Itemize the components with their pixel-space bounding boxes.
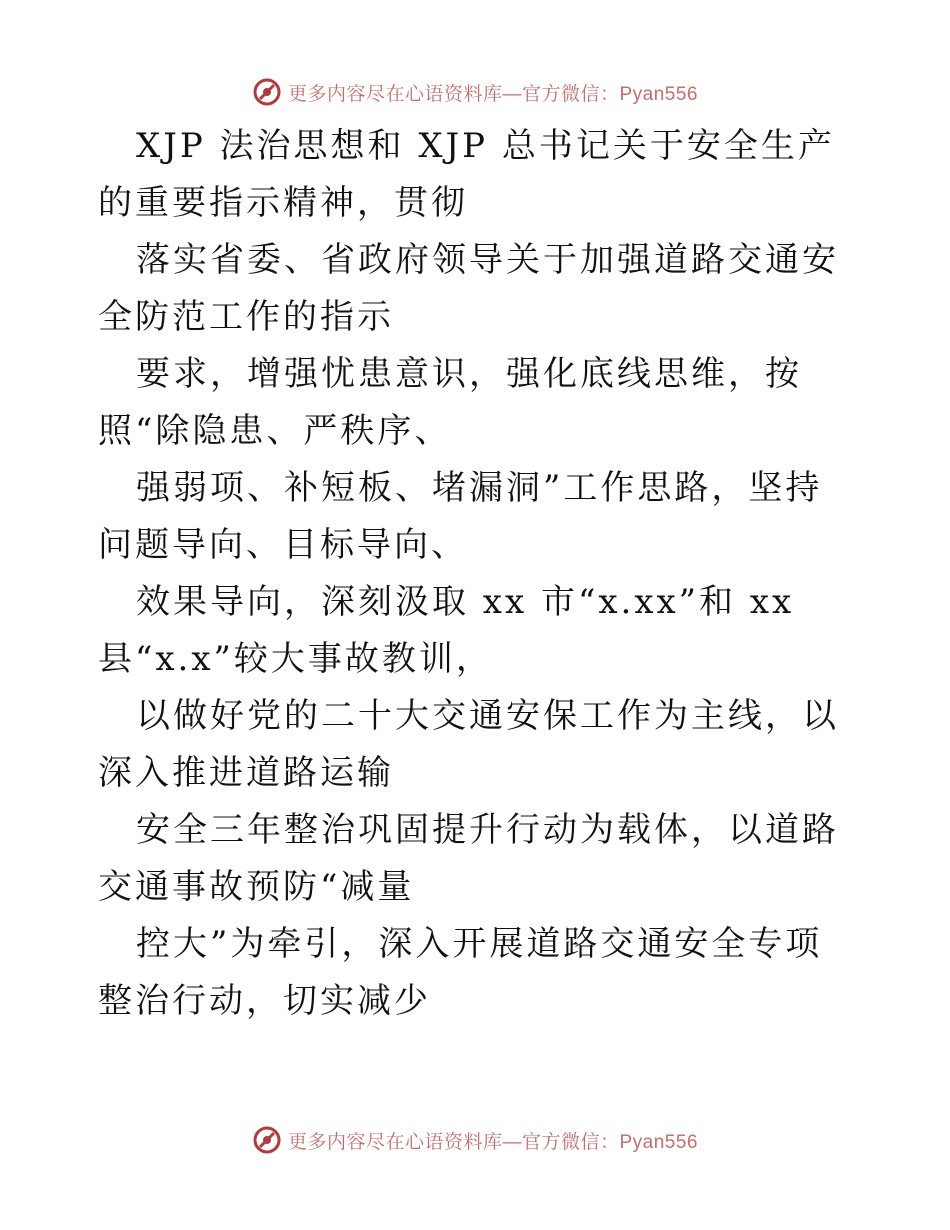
paragraph: 安全三年整治巩固提升行动为载体，以道路交通事故预防“减量 xyxy=(98,810,839,907)
paragraph: 要求，增强忧患意识，强化底线思维，按照“除隐患、严秩序、 xyxy=(98,354,802,451)
paragraph: 落实省委、省政府领导关于加强道路交通安全防范工作的指示 xyxy=(98,240,839,337)
watermark-text: 更多内容尽在心语资料库—官方微信：Pyan556 xyxy=(287,83,698,105)
paragraph: 强弱项、补短板、堵漏洞”工作思路，坚持问题导向、目标导向、 xyxy=(98,468,823,565)
paragraph: 以做好党的二十大交通安保工作为主线，以深入推进道路运输 xyxy=(98,696,839,793)
paragraph: 效果导向，深刻汲取 xx 市“x.xx”和 xx 县“x.x”较大事故教训， xyxy=(98,582,795,679)
red-seal-logo-icon xyxy=(252,77,282,107)
watermark-text: 更多内容尽在心语资料库—官方微信：Pyan556 xyxy=(287,1131,698,1153)
header-watermark xyxy=(0,72,950,112)
document-body xyxy=(98,118,858,1030)
red-seal-logo-icon xyxy=(252,1125,282,1155)
footer-watermark xyxy=(0,1120,950,1160)
paragraph: 控大”为牵引，深入开展道路交通安全专项整治行动，切实减少 xyxy=(98,924,823,1021)
paragraph: XJP 法治思想和 XJP 总书记关于安全生产的重要指示精神，贯彻 xyxy=(98,126,835,223)
